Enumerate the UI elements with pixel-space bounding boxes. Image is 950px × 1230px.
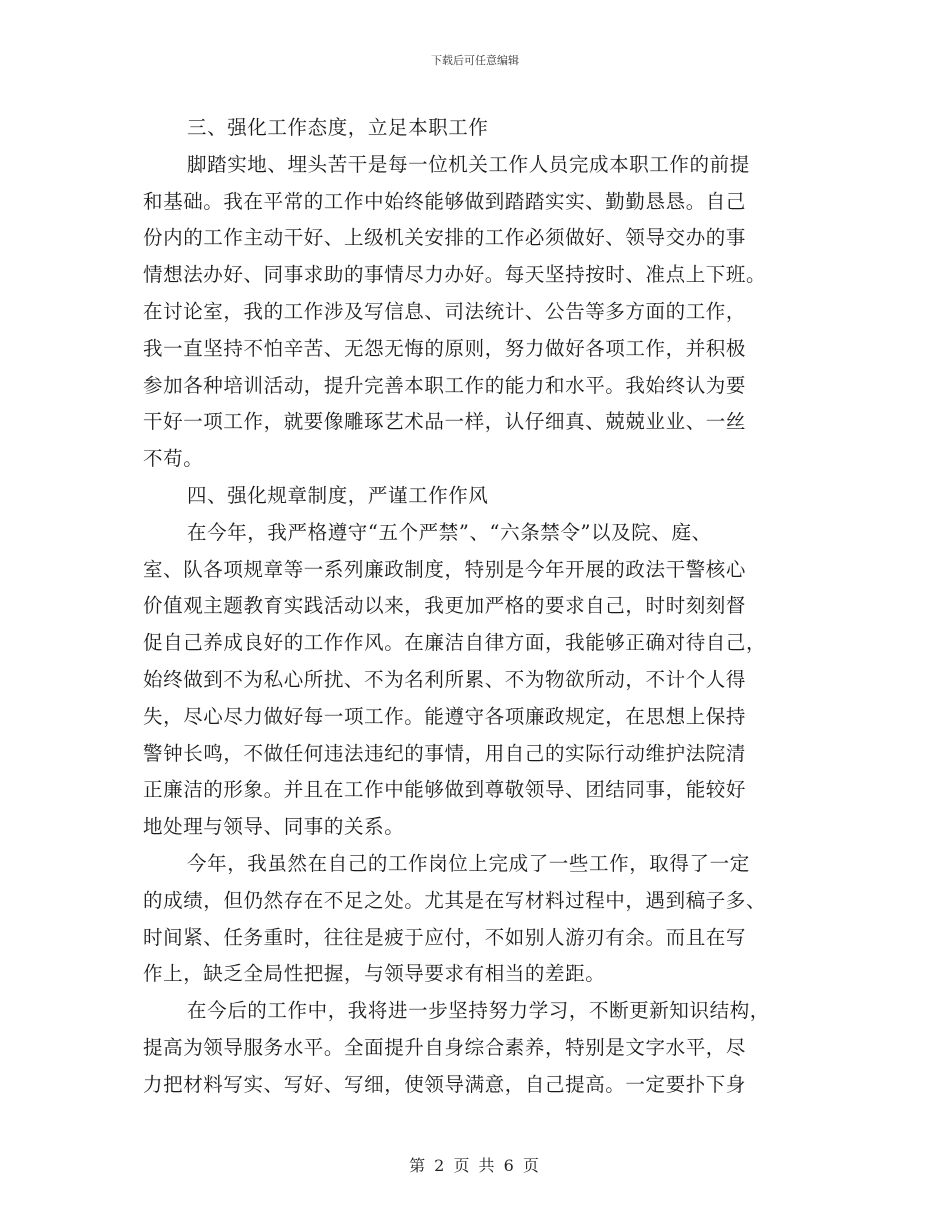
text-line: 四、强化规章制度，严谨工作作风 (187, 483, 489, 507)
text-line: 今年，我虽然在自己的工作岗位上完成了一些工作，取得了一定 (187, 851, 750, 875)
text-line: 在今后的工作中，我将进一步坚持努力学习，不断更新知识结构， (187, 999, 770, 1023)
text-line: 不苟。 (143, 447, 204, 471)
document-body (143, 110, 807, 1104)
text-line: 在今年，我严格遵守“五个严禁”、“六条禁令”以及院、庭、 (187, 520, 712, 544)
text-line: 失，尽心尽力做好每一项工作。能遵守各项廉政规定，在思想上保持 (143, 704, 747, 728)
text-line: 价值观主题教育实践活动以来，我更加严格的要求自己，时时刻刻督 (143, 594, 747, 618)
text-line: 参加各种培训活动，提升完善本职工作的能力和水平。我始终认为要 (143, 373, 747, 397)
text-line: 干好一项工作，就要像雕琢艺术品一样，认仔细真、兢兢业业、一丝 (143, 410, 747, 434)
text-line: 室、队各项规章等一系列廉政制度，特别是今年开展的政法干警核心 (143, 557, 747, 581)
text-line: 作上，缺乏全局性把握，与领导要求有相当的差距。 (143, 962, 606, 986)
text-line: 份内的工作主动干好、上级机关安排的工作必须做好、领导交办的事 (143, 226, 747, 250)
text-line: 三、强化工作态度，立足本职工作 (187, 116, 489, 139)
text-line: 的成绩，但仍然存在不足之处。尤其是在写材料过程中，遇到稿子多、 (143, 888, 767, 912)
text-line: 和基础。我在平常的工作中始终能够做到踏踏实实、勤勤恳恳。自己 (143, 189, 747, 213)
page-header: 下载后可任意编辑 (431, 54, 519, 67)
text-line: 提高为领导服务水平。全面提升自身综合素养，特别是文字水平，尽 (143, 1035, 747, 1059)
text-line: 力把材料写实、写好、写细，使领导满意，自己提高。一定要扑下身 (143, 1072, 747, 1096)
text-line: 我一直坚持不怕辛苦、无怨无悔的原则，努力做好各项工作，并积极 (143, 336, 747, 360)
text-line: 情想法办好、同事求助的事情尽力办好。每天坚持按时、准点上下班。 (143, 263, 767, 287)
text-line: 地处理与领导、同事的关系。 (143, 815, 405, 839)
text-line: 在讨论室，我的工作涉及写信息、司法统计、公告等多方面的工作， (143, 299, 747, 323)
text-line: 始终做到不为私心所扰、不为名利所累、不为物欲所动，不计个人得 (143, 667, 747, 691)
text-line: 警钟长鸣，不做任何违法违纪的事情，用自己的实际行动维护法院清 (143, 741, 747, 765)
text-line: 正廉洁的形象。并且在工作中能够做到尊敬领导、团结同事，能较好 (143, 778, 747, 802)
text-line: 时间紧、任务重时，往往是疲于应付，不如别人游刃有余。而且在写 (143, 925, 747, 949)
page-number-footer: 第 2 页 共 6 页 (409, 1156, 541, 1175)
text-line: 促自己养成良好的工作作风。在廉洁自律方面，我能够正确对待自己， (143, 631, 767, 655)
text-line: 脚踏实地、埋头苦干是每一位机关工作人员完成本职工作的前提 (187, 152, 750, 176)
